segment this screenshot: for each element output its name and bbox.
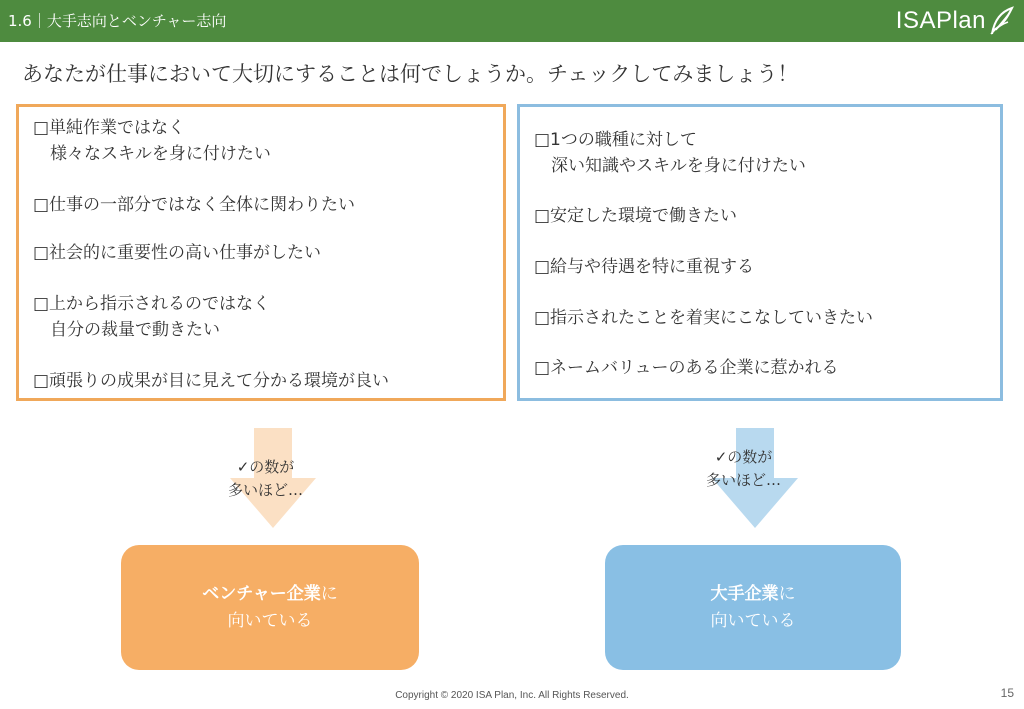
large-company-result-box [605,545,901,670]
note-line: ✓の数が [236,458,295,476]
venture-checklist-box [16,104,506,401]
checklist-item-text: □仕事の一部分ではなく全体に関わりたい [33,195,356,215]
leaf-icon [988,6,1014,36]
header-bar [0,0,1024,42]
checklist-item-text: □社会的に重要性の高い仕事がしたい [33,243,322,263]
checklist-item[interactable] [33,368,389,394]
section-title: 1.6｜大手志向とベンチャー志向 [8,12,227,30]
note-line: 多いほど… [228,481,304,499]
checklist-item[interactable] [534,305,873,331]
venture-result-box [121,545,419,670]
checklist-item[interactable] [534,203,737,229]
result-bold-text: ベンチャー企業 [202,583,321,604]
checklist-item-text-2: 深い知識やスキルを身に付けたい [551,156,806,176]
checklist-item[interactable] [33,192,355,218]
checklist-item[interactable] [534,355,839,381]
checklist-item-text: □頑張りの成果が目に見えて分かる環境が良い [33,371,390,391]
checklist-item-text: □指示されたことを着実にこなしていきたい [534,308,874,328]
checklist-item[interactable] [33,115,271,167]
result-line2: 向いている [710,610,796,631]
check-count-note-left [228,456,303,502]
result-suffix: に [778,583,796,604]
checklist-item-text: □上から指示されるのではなく [33,294,271,314]
checklist-item-text: □安定した環境で働きたい [534,206,738,226]
large-company-checklist-box [517,104,1003,401]
checklist-item-text-2: 自分の裁量で動きたい [50,320,220,340]
logo [896,4,1014,38]
result-bold-text: 大手企業 [710,583,779,604]
check-count-note-right [706,446,781,492]
result-line2: 向いている [227,610,313,631]
result-suffix: に [320,583,338,604]
checklist-item[interactable] [33,291,270,343]
note-line: 多いほど… [706,471,782,489]
copyright-notice: Copyright © 2020 ISA Plan, Inc. All Rights Reserved. [395,690,629,701]
checklist-item[interactable] [534,254,754,280]
checklist-item-text-2: 様々なスキルを身に付けたい [50,144,271,164]
checklist-item-text: □ネームバリューのある企業に惹かれる [534,358,839,378]
question-heading: あなたが仕事において大切にすることは何でしょうか。チェックしてみましょう！ [22,62,799,86]
checklist-item[interactable] [33,240,321,266]
checklist-item-text: □給与や待遇を特に重視する [534,257,755,277]
page-number: 15 [1000,686,1014,700]
checklist-item[interactable] [534,127,806,179]
checklist-item-text: □1つの職種に対して [534,130,697,150]
checklist-item-text: □単純作業ではなく [33,118,186,138]
logo-text: ISAPlan [895,7,986,34]
note-line: ✓の数が [714,448,773,466]
